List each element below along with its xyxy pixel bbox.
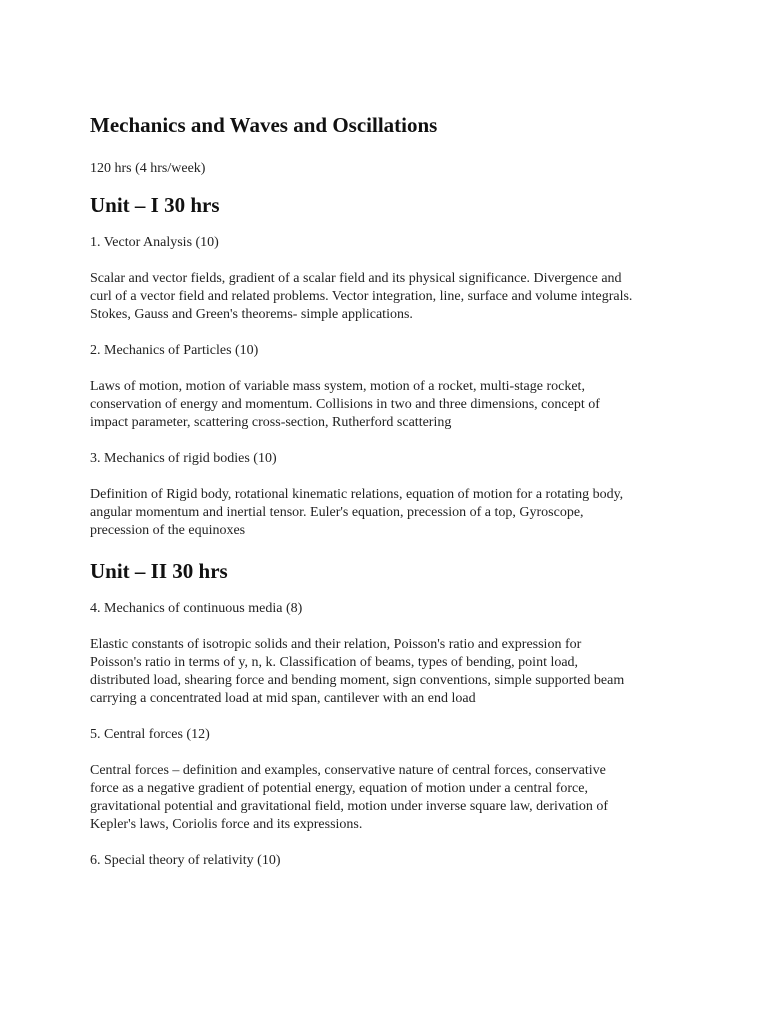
document-title: Mechanics and Waves and Oscillations <box>90 113 438 137</box>
text-line: Laws of motion, motion of variable mass system, motion of a rocket, multi-stage rocket, <box>90 379 585 394</box>
unit-heading: Unit – I 30 hrs <box>90 193 220 217</box>
text-line: conservation of energy and momentum. Collisions in two and three dimensions, concept of <box>90 397 600 412</box>
text-line: angular momentum and inertial tensor. Euler's equation, precession of a top, Gyroscope, <box>90 505 584 520</box>
topic-body <box>90 270 690 324</box>
topic-title: 5. Central forces (12) <box>90 727 210 742</box>
text-line: curl of a vector field and related problems. Vector integration, line, surface and volume integrals. <box>90 289 633 304</box>
topic-body <box>90 486 690 540</box>
text-line: Stokes, Gauss and Green's theorems- simple applications. <box>90 307 413 322</box>
topic-title: 6. Special theory of relativity (10) <box>90 853 281 868</box>
unit-heading: Unit – II 30 hrs <box>90 559 228 583</box>
text-line: distributed load, shearing force and bending moment, sign conventions, simple supported beam <box>90 673 625 688</box>
topic-title: 3. Mechanics of rigid bodies (10) <box>90 451 277 466</box>
text-line: Kepler's laws, Coriolis force and its expressions. <box>90 817 363 832</box>
text-line: Scalar and vector fields, gradient of a scalar field and its physical significance. Divergence and <box>90 271 622 286</box>
topic-title: 1. Vector Analysis (10) <box>90 235 219 250</box>
text-line: gravitational potential and gravitational field, motion under inverse square law, derivation of <box>90 799 609 814</box>
text-line: Elastic constants of isotropic solids and their relation, Poisson's ratio and expression for <box>90 637 582 652</box>
document-subtitle: 120 hrs (4 hrs/week) <box>90 161 206 176</box>
text-line: impact parameter, scattering cross-section, Rutherford scattering <box>90 415 452 430</box>
topic-body <box>90 762 690 834</box>
topic-body <box>90 636 690 708</box>
topic-title: 4. Mechanics of continuous media (8) <box>90 601 303 616</box>
text-line: force as a negative gradient of potential energy, equation of motion under a central force, <box>90 781 588 796</box>
text-line: Central forces – definition and examples, conservative nature of central forces, conservative <box>90 763 606 778</box>
text-line: carrying a concentrated load at mid span, cantilever with an end load <box>90 691 476 706</box>
topic-body <box>90 378 690 432</box>
text-line: Poisson's ratio in terms of y, n, k. Classification of beams, types of bending, point load, <box>90 655 579 670</box>
text-line: precession of the equinoxes <box>90 523 246 538</box>
document-content <box>90 112 690 888</box>
text-line: Definition of Rigid body, rotational kinematic relations, equation of motion for a rotating body, <box>90 487 624 502</box>
topic-title: 2. Mechanics of Particles (10) <box>90 343 259 358</box>
